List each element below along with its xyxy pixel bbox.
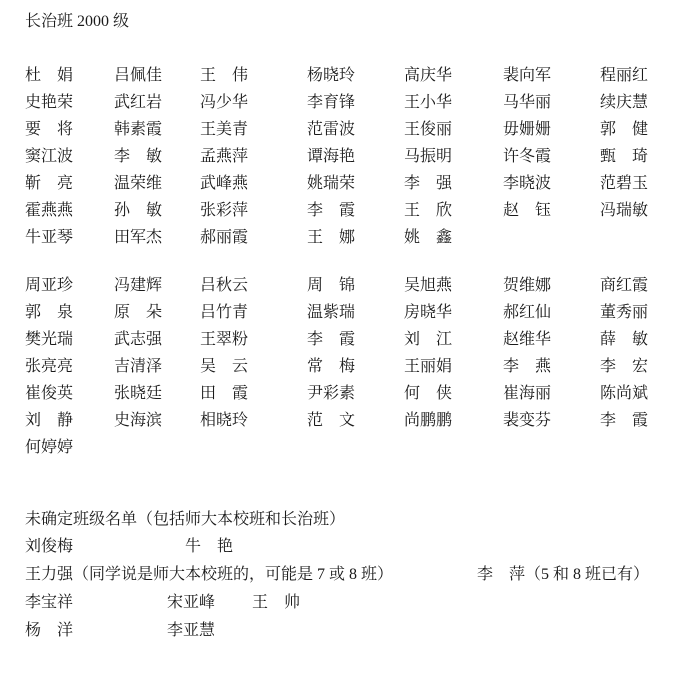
student-name: 武志强 xyxy=(114,331,163,348)
student-name: 续庆慧 xyxy=(600,94,649,111)
student-name: 田霞 xyxy=(200,385,248,402)
unassigned-section xyxy=(0,506,699,534)
student-name: 牛艳 xyxy=(185,538,233,555)
student-name xyxy=(307,434,355,461)
student-entry xyxy=(477,561,649,589)
roster-row xyxy=(25,326,674,353)
roster-row xyxy=(25,62,674,89)
student-name: 田军杰 xyxy=(114,229,163,246)
student-name: 姚瑞荣 xyxy=(307,175,356,192)
student-name: 高庆华 xyxy=(404,67,453,84)
student-name: 温荣维 xyxy=(114,175,163,192)
student-entry xyxy=(25,589,73,617)
student-name: 赵维华 xyxy=(503,331,552,348)
student-name: 王俊丽 xyxy=(404,121,453,138)
student-name: 李宏 xyxy=(600,358,648,375)
student-name: 吴云 xyxy=(200,358,248,375)
student-entry xyxy=(25,533,73,561)
student-name: 薛敏 xyxy=(600,331,648,348)
student-name: 冯少华 xyxy=(200,94,249,111)
student-name: 孟燕萍 xyxy=(200,148,249,165)
student-name: 樊光瑞 xyxy=(25,331,74,348)
student-note: （5 和 8 班已有） xyxy=(525,566,650,583)
student-name: 冯建辉 xyxy=(114,277,163,294)
unassigned-row xyxy=(0,561,699,589)
student-name: 尹彩素 xyxy=(307,385,356,402)
student-name: 霍燕燕 xyxy=(25,202,74,219)
roster-block-changzhi-2000 xyxy=(25,62,674,251)
student-name: 谭海艳 xyxy=(307,148,356,165)
student-name: 郭健 xyxy=(600,121,648,138)
student-name: 李燕 xyxy=(503,358,551,375)
student-name: 李萍 xyxy=(477,566,525,583)
student-name: 周亚珍 xyxy=(25,277,74,294)
student-name: 史艳荣 xyxy=(25,94,74,111)
student-name: 吴旭燕 xyxy=(404,277,453,294)
student-name: 马华丽 xyxy=(503,94,552,111)
student-name: 王娜 xyxy=(307,229,355,246)
student-name: 李亚慧 xyxy=(167,622,216,639)
student-name: 吕秋云 xyxy=(200,277,249,294)
student-name: 范文 xyxy=(307,412,355,429)
unassigned-row xyxy=(0,589,699,617)
student-name: 何婷婷 xyxy=(25,439,74,456)
student-name: 李霞 xyxy=(307,331,355,348)
student-name: 牛亚琴 xyxy=(25,229,74,246)
student-entry xyxy=(185,533,233,561)
student-name: 王美青 xyxy=(200,121,249,138)
student-name: 范碧玉 xyxy=(600,175,649,192)
student-entry xyxy=(167,589,215,617)
student-name: 王翠粉 xyxy=(200,331,249,348)
student-name: 张亮亮 xyxy=(25,358,74,375)
student-name: 杜娟 xyxy=(25,67,73,84)
student-name: 刘俊梅 xyxy=(25,538,74,555)
roster-row xyxy=(25,353,674,380)
student-name: 刘江 xyxy=(404,331,452,348)
student-entry xyxy=(252,589,300,617)
student-name xyxy=(503,434,551,461)
student-name: 崔海丽 xyxy=(503,385,552,402)
unassigned-row xyxy=(0,533,699,561)
student-name: 姚鑫 xyxy=(404,229,452,246)
student-name: 何侠 xyxy=(404,385,452,402)
roster-row xyxy=(25,299,674,326)
student-name: 武红岩 xyxy=(114,94,163,111)
student-name: 王力强 xyxy=(25,566,74,583)
student-name: 张彩萍 xyxy=(200,202,249,219)
student-name: 韩素霞 xyxy=(114,121,163,138)
student-name: 商红霞 xyxy=(600,277,649,294)
student-name xyxy=(200,434,248,461)
student-name: 冯瑞敏 xyxy=(600,202,649,219)
roster-row xyxy=(25,407,674,434)
roster-block-2 xyxy=(25,272,674,461)
student-name: 刘静 xyxy=(25,412,73,429)
student-name: 王小华 xyxy=(404,94,453,111)
student-name: 常梅 xyxy=(307,358,355,375)
student-name: 窦江波 xyxy=(25,148,74,165)
student-entry xyxy=(25,617,73,645)
student-name: 吉清泽 xyxy=(114,358,163,375)
student-name: 王丽娟 xyxy=(404,358,453,375)
student-name: 史海滨 xyxy=(114,412,163,429)
student-entry xyxy=(25,561,393,589)
student-name: 李育锋 xyxy=(307,94,356,111)
roster-row xyxy=(25,272,674,299)
roster-row xyxy=(25,116,674,143)
student-name: 程丽红 xyxy=(600,67,649,84)
student-name: 李晓波 xyxy=(503,175,552,192)
section-title: 未确定班级名单（包括师大本校班和长治班） xyxy=(25,511,346,528)
student-name: 马振明 xyxy=(404,148,453,165)
student-name xyxy=(114,434,162,461)
student-name: 董秀丽 xyxy=(600,304,649,321)
student-name: 李宝祥 xyxy=(25,594,74,611)
student-name: 裴变芬 xyxy=(503,412,552,429)
student-name: 杨洋 xyxy=(25,622,73,639)
student-name: 房晓华 xyxy=(404,304,453,321)
student-name: 要将 xyxy=(25,121,73,138)
student-entry xyxy=(167,617,215,645)
student-name: 贺维娜 xyxy=(503,277,552,294)
student-name: 崔俊英 xyxy=(25,385,74,402)
student-name: 许冬霞 xyxy=(503,148,552,165)
student-name: 杨晓玲 xyxy=(307,67,356,84)
roster-row xyxy=(25,434,674,461)
student-name: 原朵 xyxy=(114,304,162,321)
roster-row xyxy=(25,380,674,407)
student-name: 王帅 xyxy=(252,594,300,611)
student-name: 李敏 xyxy=(114,148,162,165)
student-name: 王欣 xyxy=(404,202,452,219)
student-name: 郝丽霞 xyxy=(200,229,249,246)
student-name: 吕佩佳 xyxy=(114,67,163,84)
roster-row xyxy=(25,170,674,197)
student-name: 温紫瑞 xyxy=(307,304,356,321)
roster-row xyxy=(25,89,674,116)
student-name: 赵钰 xyxy=(503,202,551,219)
student-name xyxy=(600,224,648,251)
student-name: 周锦 xyxy=(307,277,355,294)
student-name: 相晓玲 xyxy=(200,412,249,429)
roster-row xyxy=(25,197,674,224)
student-name: 吕竹青 xyxy=(200,304,249,321)
student-name: 孙敏 xyxy=(114,202,162,219)
student-name: 李强 xyxy=(404,175,452,192)
page-title: 长治班 2000 级 xyxy=(25,13,130,30)
student-name: 范雷波 xyxy=(307,121,356,138)
student-name: 郝红仙 xyxy=(503,304,552,321)
unassigned-row xyxy=(0,617,699,645)
student-name: 毋姗姗 xyxy=(503,121,552,138)
roster-row xyxy=(25,224,674,251)
student-name: 王伟 xyxy=(200,67,248,84)
student-name: 张晓廷 xyxy=(114,385,163,402)
student-name: 甄琦 xyxy=(600,148,648,165)
student-name xyxy=(503,224,551,251)
student-name: 靳亮 xyxy=(25,175,73,192)
student-name: 李霞 xyxy=(600,412,648,429)
student-name: 李霞 xyxy=(307,202,355,219)
student-name xyxy=(600,434,648,461)
student-name: 陈尚斌 xyxy=(600,385,649,402)
student-name xyxy=(404,434,452,461)
roster-row xyxy=(25,143,674,170)
student-name: 尚鹏鹏 xyxy=(404,412,453,429)
student-note: （同学说是师大本校班的，可能是 7 或 8 班） xyxy=(73,566,394,583)
student-name: 郭泉 xyxy=(25,304,73,321)
student-name: 武峰燕 xyxy=(200,175,249,192)
student-name: 裴向军 xyxy=(503,67,552,84)
student-name: 宋亚峰 xyxy=(167,594,216,611)
